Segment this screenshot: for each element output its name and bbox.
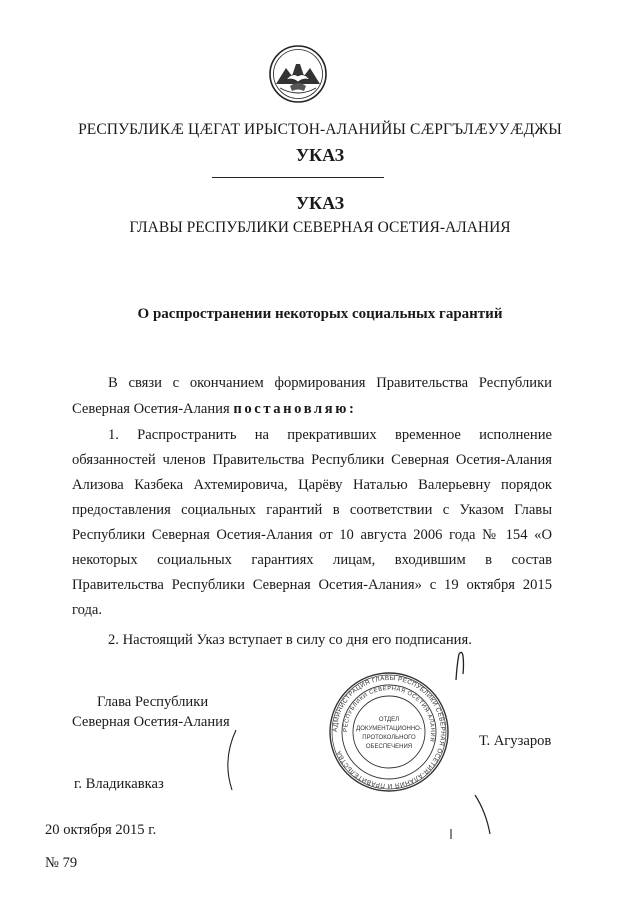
preamble-line: В связи с окончанием формирования Правительства Республики xyxy=(108,375,552,391)
decree-subject: О распространении некоторых социальных гарантий xyxy=(137,306,503,322)
stamp-center-line: ОБЕСПЕЧЕНИЯ xyxy=(365,744,413,750)
stamp-center-line: ОТДЕЛ xyxy=(378,717,400,723)
decree-title: УКАЗ xyxy=(295,193,345,213)
official-round-stamp xyxy=(328,670,450,794)
decree-date: 20 октября 2015 г. xyxy=(45,822,157,838)
head-of-republic-title: ГЛАВЫ РЕСПУБЛИКИ СЕВЕРНАЯ ОСЕТИЯ-АЛАНИЯ xyxy=(129,219,511,236)
item-line: 1. Распространить на прекративших временное исполнение xyxy=(108,427,552,443)
stamp-ring-text-outer: АДМИНИСТРАЦИЯ ГЛАВЫ РЕСПУБЛИКИ СЕВЕРНАЯ ОСЕТИЯ-АЛАНИЯ И ПРАВИТЕЛЬСТВА xyxy=(331,674,447,790)
svg-text:РЕСПУБЛИКИ СЕВЕРНАЯ ОСЕТИЯ-АЛА xyxy=(343,686,435,742)
signatory-position-line1: Глава Республики xyxy=(97,694,209,710)
decree-word: постановляю: xyxy=(233,401,357,417)
signatory-position-line2: Северная Осетия-Алания xyxy=(72,714,230,730)
item-line: 2. Настоящий Указ вступает в силу со дня его подписания. xyxy=(108,632,472,648)
item-line: Ализова Казбека Ахтемировича, Царёву Наталью Валерьевну порядок xyxy=(72,477,552,493)
item-line: Республики Северная Осетия-Алания от 10 августа 2006 года № 154 «О xyxy=(72,527,552,543)
decree-title-ossetian: УКАЗ xyxy=(295,145,345,165)
signatory-name: Т. Агузаров xyxy=(479,733,552,749)
place-of-signing: г. Владикавказ xyxy=(74,776,164,792)
header-divider xyxy=(212,177,384,178)
preamble-line xyxy=(72,399,552,419)
item-line: обязанностей членов Правительства Республики Северная Осетия-Алания xyxy=(72,452,552,468)
republic-title-ossetian: РЕСПУБЛИКӔ ЦӔГАТ ИРЫСТОН-АЛАНИЙЫ СӔРГЪЛӔУУӔДЖЫ xyxy=(78,121,562,138)
item-line: предоставления социальных гарантий в соответствии с Указом Главы xyxy=(72,502,552,518)
coat-of-arms-emblem xyxy=(268,44,328,104)
stamp-center-line: ДОКУМЕНТАЦИОННО- xyxy=(356,726,422,732)
preamble-text: Северная Осетия-Алания xyxy=(72,401,234,417)
stamp-center-line: ПРОТОКОЛЬНОГО xyxy=(362,735,416,741)
item-line: года. xyxy=(72,602,103,618)
item-line: Правительства Республики Северная Осетия-Алания» с 19 октября 2015 xyxy=(72,577,552,593)
stamp-ring-text-inner: РЕСПУБЛИКИ СЕВЕРНАЯ ОСЕТИЯ-АЛАНИЯ xyxy=(342,685,436,743)
decree-number: № 79 xyxy=(45,855,78,871)
item-line: некоторых социальных гарантиях лицам, входившим в состав xyxy=(72,552,552,568)
